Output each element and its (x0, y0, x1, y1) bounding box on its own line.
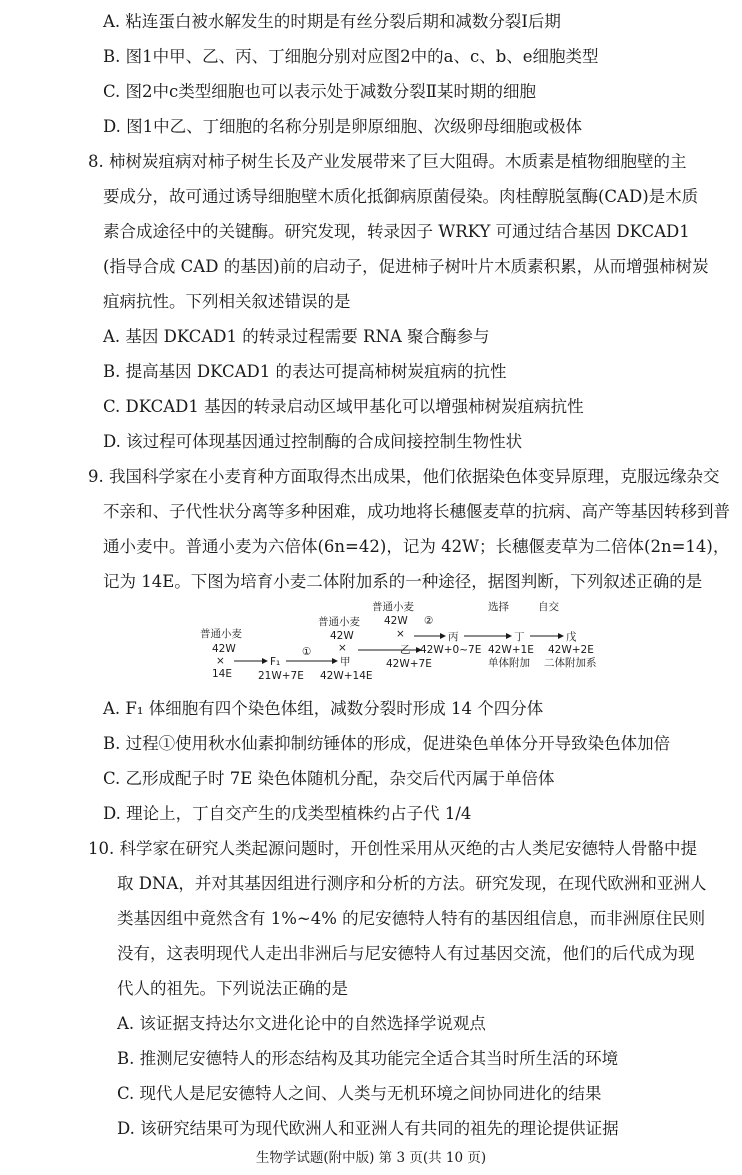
jia-genotype: 42W+14E (320, 670, 373, 680)
p1-w: 42W (212, 643, 236, 655)
q7-option-c: C. 图2中c类型细胞也可以表示处于减数分裂Ⅱ某时期的细胞 (103, 82, 536, 101)
q8-option-a: A. 基因 DKCAD1 的转录过程需要 RNA 聚合酶参与 (103, 327, 490, 346)
q10-option-b: B. 推测尼安德特人的形态结构及其功能完全适合其当时所生活的环境 (117, 1049, 619, 1068)
q9-stem-line-4: 记为 14E。下图为培育小麦二体附加系的一种途径，据图判断，下列叙述正确的是 (103, 572, 703, 591)
q10-option-c: C. 现代人是尼安德特人之间、人类与无机环境之间协同进化的结果 (117, 1084, 602, 1103)
q7-option-d: D. 图1中乙、丁细胞的名称分别是卵原细胞、次级卵母细胞或极体 (103, 117, 583, 136)
jia-node: 甲 (340, 656, 351, 668)
bing-node: 丙 (448, 631, 459, 643)
q9-stem-line-2: 不亲和、子代性状分离等多种困难，成功地将长穗偃麦草的抗病、高产等基因转移到普 (103, 502, 730, 521)
q8-stem-line-2: 要成分，故可通过诱导细胞壁木质化抵御病原菌侵染。肉桂醇脱氢酶(CAD)是木质 (103, 187, 699, 206)
arrow-step1-head (332, 658, 338, 664)
arrow-to-ding-head (506, 633, 512, 639)
q9-option-c: C. 乙形成配子时 7E 染色体随机分配，杂交后代丙属于单倍体 (103, 769, 555, 788)
q10-stem-line-2: 取 DNA，并对其基因组进行测序和分析的方法。研究发现，在现代欧洲和亚洲人 (117, 874, 707, 893)
breeding-pathway-diagram (200, 595, 640, 680)
q10-stem-line-1: 10. 科学家在研究人类起源问题时，开创性采用从灭绝的古人类尼安德特人骨骼中提 (88, 839, 697, 858)
q8-stem-line-3: 素合成途径中的关键酶。研究发现，转录因子 WRKY 可通过结合基因 DKCAD1 (103, 222, 690, 241)
yi-node: 乙 (400, 644, 411, 656)
q8-stem-line-5: 疽病抗性。下列相关叙述错误的是 (103, 292, 351, 311)
p1-cross: × (216, 655, 225, 667)
p1-e: 14E (212, 668, 232, 680)
q10-stem-line-4: 没有，这表明现代人走出非洲后与尼安德特人有过基因交流，他们的后代成为现 (117, 944, 695, 963)
q8-option-c: C. DKCAD1 基因的转录启动区域甲基化可以增强柿树炭疽病抗性 (103, 397, 584, 416)
p3-cross: × (396, 628, 405, 640)
q10-option-a: A. 该证据支持达尔文进化论中的自然选择学说观点 (117, 1014, 486, 1033)
wu-genotype: 42W+2E (548, 644, 594, 656)
q10-stem-line-3: 类基因组中竟然含有 1%~4% 的尼安德特人特有的基因组信息，而非洲原住民则 (117, 909, 706, 928)
ding-desc: 单体附加 (488, 657, 530, 669)
select-label: 选择 (488, 601, 509, 613)
arrow-to-wu-head (558, 633, 564, 639)
p1-label: 普通小麦 (200, 628, 242, 640)
q9-option-a: A. F₁ 体细胞有四个染色体组，减数分裂时形成 14 个四分体 (103, 699, 544, 718)
step1-label: ① (302, 646, 312, 658)
q9-stem-line-3: 通小麦中。普通小麦为六倍体(6n=42)，记为 42W；长穗偃麦草为二倍体(2n=14)， (103, 537, 730, 556)
q10-option-d: D. 该研究结果可为现代欧洲人和亚洲人有共同的祖先的理论提供证据 (117, 1119, 619, 1138)
p2-w: 42W (330, 630, 354, 642)
arrow-to-f1-head (262, 658, 268, 664)
q10-stem-line-5: 代人的祖先。下列说法正确的是 (117, 979, 348, 998)
q8-stem-line-4: (指导合成 CAD 的基因)前的启动子，促进柿子树叶片木质素积累，从而增强柿树炭 (103, 257, 709, 276)
q7-option-a: A. 粘连蛋白被水解发生的时期是有丝分裂后期和减数分裂Ⅰ后期 (103, 12, 561, 31)
f1-genotype: 21W+7E (258, 670, 304, 680)
selfing-label: 自交 (538, 601, 559, 613)
wu-desc: 二体附加系 (544, 657, 597, 669)
ding-node: 丁 (514, 631, 525, 643)
p3-w: 42W (384, 615, 408, 627)
arrow-to-bing-head (440, 633, 446, 639)
q9-option-b: B. 过程①使用秋水仙素抑制纺锤体的形成，促进染色单体分开导致染色体加倍 (103, 734, 671, 753)
yi-genotype: 42W+7E (386, 658, 432, 670)
page-footer: 生物学试题(附中版) 第 3 页(共 10 页) (255, 1150, 487, 1166)
q8-stem-line-1: 8. 柿树炭疽病对柿子树生长及产业发展带来了巨大阻碍。木质素是植物细胞壁的主 (88, 152, 687, 171)
f1-node: F₁ (270, 656, 281, 668)
q9-stem-line-1: 9. 我国科学家在小麦育种方面取得杰出成果，他们依据染色体变异原理，克服远缘杂交 (88, 467, 720, 486)
p2-label: 普通小麦 (318, 616, 360, 628)
p2-cross: × (338, 642, 347, 654)
q8-option-b: B. 提高基因 DKCAD1 的表达可提高柿树炭疽病的抗性 (103, 362, 507, 381)
q9-option-d: D. 理论上，丁自交产生的戊类型植株约占子代 1/4 (103, 804, 472, 823)
q7-option-b: B. 图1中甲、乙、丙、丁细胞分别对应图2中的a、c、b、e细胞类型 (103, 47, 599, 66)
wu-node: 戊 (566, 631, 577, 643)
bing-genotype: 42W+0~7E (420, 644, 482, 656)
step2-label: ② (424, 615, 434, 627)
ding-genotype: 42W+1E (488, 644, 534, 656)
p3-label: 普通小麦 (372, 601, 414, 613)
q8-option-d: D. 该过程可体现基因通过控制酶的合成间接控制生物性状 (103, 432, 523, 451)
